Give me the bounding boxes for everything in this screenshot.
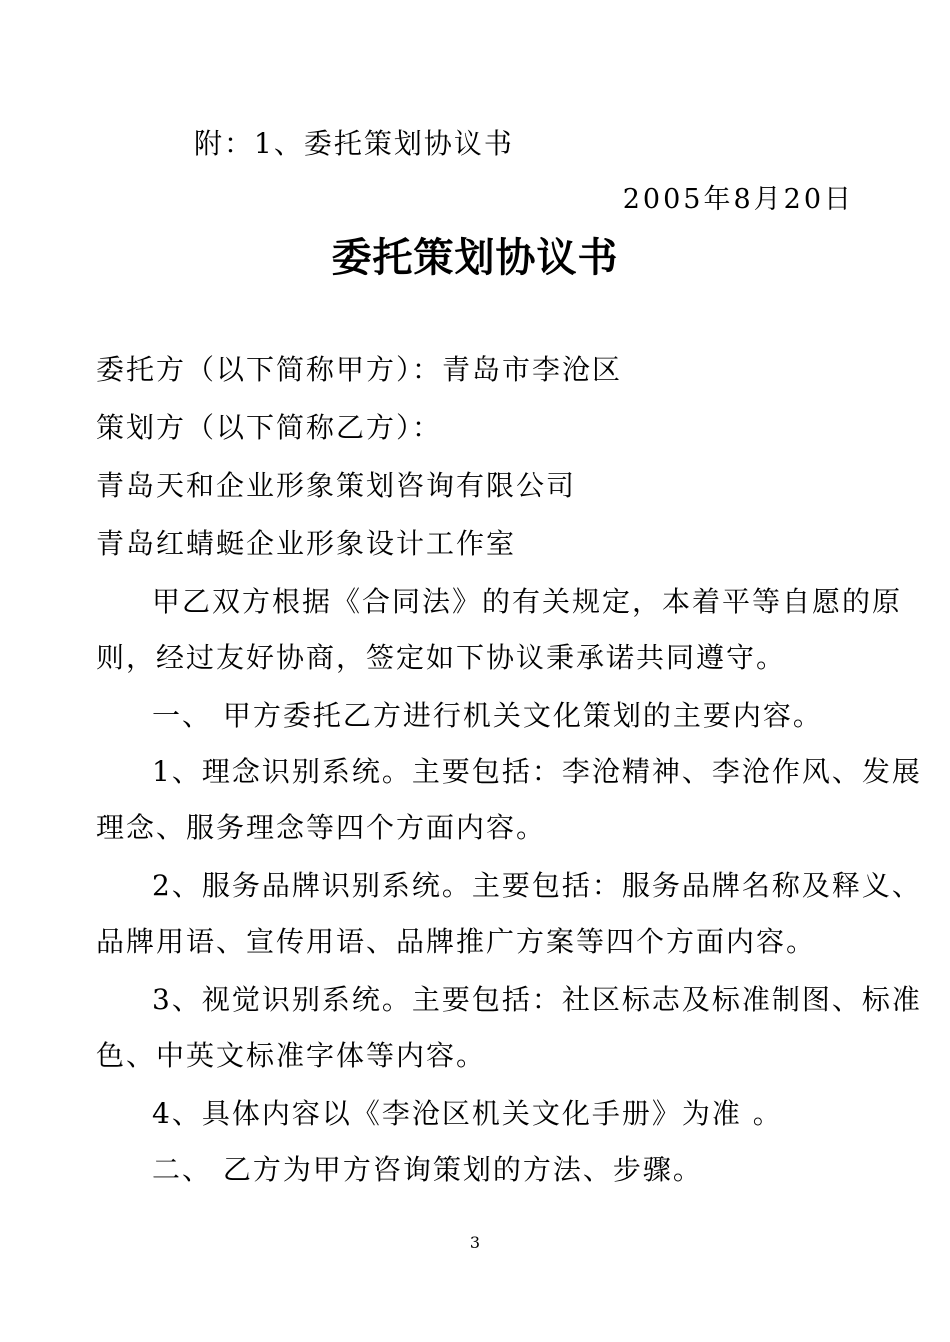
attachment-line: 附：1、委托策划协议书 (194, 127, 514, 160)
page-number: 3 (469, 1233, 481, 1252)
item-3-line-1: 3、视觉识别系统。主要包括：社区标志及标准制图、标准 (152, 983, 922, 1016)
item-2-line-1: 2、服务品牌识别系统。主要包括：服务品牌名称及释义、 (152, 869, 922, 902)
party-a-line: 委托方（以下简称甲方）：青岛市李沧区 (96, 353, 623, 386)
party-b-company-1: 青岛天和企业形象策划咨询有限公司 (96, 469, 577, 502)
document-title: 委托策划协议书 (331, 235, 619, 281)
intro-paragraph-line-1: 甲乙双方根据《合同法》的有关规定，本着平等自愿的原 (152, 585, 903, 618)
item-4-line-1: 4、具体内容以《李沧区机关文化手册》为准 。 (152, 1097, 783, 1130)
party-b-company-2: 青岛红蜻蜓企业形象设计工作室 (96, 527, 517, 560)
item-2-line-2: 品牌用语、宣传用语、品牌推广方案等四个方面内容。 (96, 925, 817, 958)
party-b-line: 策划方（以下简称乙方）： (96, 411, 443, 444)
item-1-line-2: 理念、服务理念等四个方面内容。 (96, 811, 547, 844)
section-1-heading: 一、 甲方委托乙方进行机关文化策划的主要内容。 (152, 699, 823, 732)
intro-paragraph-line-2: 则，经过友好协商，签定如下协议秉承诺共同遵守。 (96, 641, 787, 674)
item-3-line-2: 色、中英文标准字体等内容。 (96, 1039, 487, 1072)
document-date: 2005年8月20日 (622, 184, 854, 215)
item-1-line-1: 1、理念识别系统。主要包括：李沧精神、李沧作风、发展 (152, 755, 922, 788)
section-2-heading: 二、 乙方为甲方咨询策划的方法、步骤。 (152, 1153, 703, 1186)
